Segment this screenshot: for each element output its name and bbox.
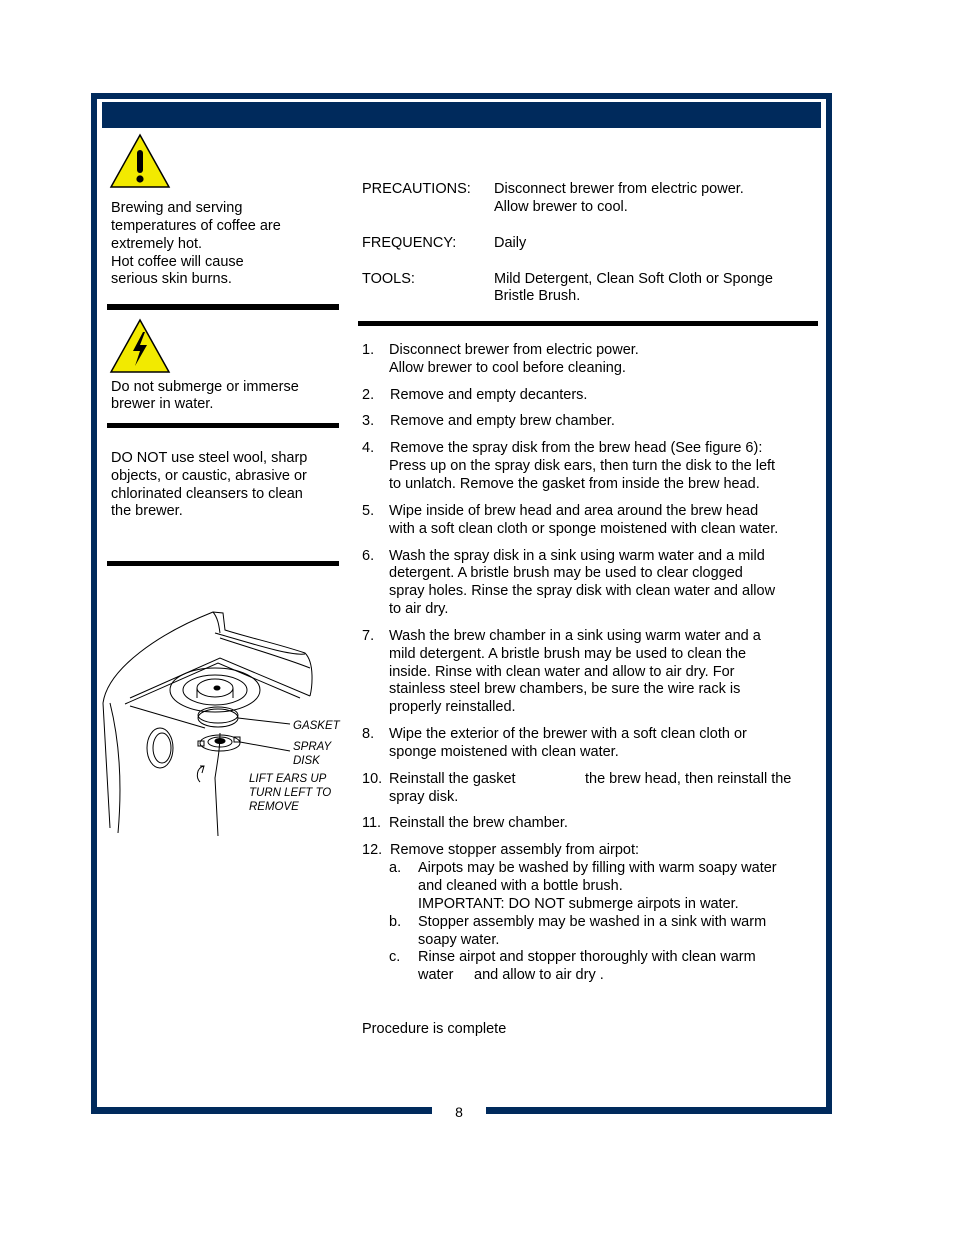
section-divider xyxy=(107,304,339,310)
header-bar xyxy=(102,102,821,128)
step-line: to unlatch. Remove the gasket from inside the brew head. xyxy=(389,476,760,492)
precautions-value: Disconnect brewer from electric power. xyxy=(494,181,744,197)
precautions-value: Allow brewer to cool. xyxy=(494,199,628,215)
figure-label-spray: DISK xyxy=(293,755,320,767)
step-line: Wash the brew chamber in a sink using warm water and a xyxy=(389,628,761,644)
warning-hot-line: Hot coffee will cause xyxy=(111,254,244,270)
figure-label-lift: LIFT EARS UP xyxy=(249,773,327,785)
step-number: 12. xyxy=(362,842,383,858)
step-number: 7. xyxy=(362,628,375,644)
step-number: 10. xyxy=(362,771,383,787)
step-line: the brew head, then reinstall the xyxy=(585,771,792,787)
substep-letter: c. xyxy=(389,949,401,965)
page-number: 8 xyxy=(455,1104,463,1120)
figure-label-lift: TURN LEFT TO xyxy=(249,787,332,799)
warning-electric-line: brewer in water. xyxy=(111,396,214,412)
figure-label-spray: SPRAY xyxy=(293,741,332,753)
step-line: Press up on the spray disk ears, then turn the disk to the left xyxy=(389,458,776,474)
electric-shock-icon xyxy=(109,318,171,374)
figure-label-gasket: GASKET xyxy=(293,720,340,732)
step-number: 5. xyxy=(362,503,375,519)
step-line: Wash the spray disk in a sink using warm water and a mild xyxy=(389,548,765,564)
step-number: 2. xyxy=(362,387,375,403)
step-line: spray disk. xyxy=(389,789,459,805)
step-line: Reinstall the gasket xyxy=(389,771,516,787)
step-line: sponge moistened with clean water. xyxy=(389,744,619,760)
step-line: Reinstall the brew chamber. xyxy=(389,815,568,831)
step-line: inside. Rinse with clean water and allow to air dry. For xyxy=(389,664,735,680)
substep-line: soapy water. xyxy=(418,932,500,948)
step-line: Remove stopper assembly from airpot: xyxy=(390,842,640,858)
step-line: to air dry. xyxy=(389,601,449,617)
tools-label: TOOLS: xyxy=(362,271,415,287)
step-line: mild detergent. A bristle brush may be used to clean the xyxy=(389,646,747,662)
step-line: spray holes. Rinse the spray disk with clean water and allow xyxy=(389,583,776,599)
step-number: 11. xyxy=(362,815,382,831)
step-line: stainless steel brew chambers, be sure the wire rack is xyxy=(389,681,741,697)
step-line: Remove the spray disk from the brew head (See figure 6): xyxy=(390,440,763,456)
warning-hot-line: Brewing and serving xyxy=(111,200,243,216)
step-line: with a soft clean cloth or sponge moistened with clean water. xyxy=(389,521,779,537)
step-number: 6. xyxy=(362,548,375,564)
step-line: Wipe the exterior of the brewer with a soft clean cloth or xyxy=(389,726,747,742)
step-line: detergent. A bristle brush may be used to clear clogged xyxy=(389,565,743,581)
section-divider xyxy=(358,321,818,326)
tools-value: Mild Detergent, Clean Soft Cloth or Sponge xyxy=(494,271,773,287)
step-line: Allow brewer to cool before cleaning. xyxy=(389,360,626,376)
step-line: properly reinstalled. xyxy=(389,699,516,715)
step-number: 1. xyxy=(362,342,375,358)
step-number: 8. xyxy=(362,726,375,742)
warning-electric-line: Do not submerge or immerse xyxy=(111,379,299,395)
step-number: 3. xyxy=(362,413,375,429)
figure-label-lift: REMOVE xyxy=(249,801,299,813)
step-line: Disconnect brewer from electric power. xyxy=(389,342,639,358)
substep-line: Stopper assembly may be washed in a sink with warm xyxy=(418,914,767,930)
substep-line: Airpots may be washed by filling with warm soapy water xyxy=(418,860,777,876)
precautions-label: PRECAUTIONS: xyxy=(362,181,471,197)
substep-line: water xyxy=(418,967,454,983)
step-number: 4. xyxy=(362,440,375,456)
tools-value: Bristle Brush. xyxy=(494,288,581,304)
substep-letter: a. xyxy=(389,860,402,876)
substep-line: Rinse airpot and stopper thoroughly with clean warm xyxy=(418,949,756,965)
caution-line: objects, or caustic, abrasive or xyxy=(111,468,307,484)
substep-line: IMPORTANT: DO NOT submerge airpots in water. xyxy=(418,896,739,912)
caution-line: DO NOT use steel wool, sharp xyxy=(111,450,308,466)
caution-line: the brewer. xyxy=(111,503,183,519)
frequency-label: FREQUENCY: xyxy=(362,235,457,251)
warning-hot-line: serious skin burns. xyxy=(111,271,232,287)
section-divider xyxy=(107,561,339,566)
warning-hot-line: extremely hot. xyxy=(111,236,203,252)
frequency-value: Daily xyxy=(494,235,527,251)
step-line: Remove and empty decanters. xyxy=(390,387,588,403)
substep-letter: b. xyxy=(389,914,402,930)
substep-line: and cleaned with a bottle brush. xyxy=(418,878,623,894)
caution-line: chlorinated cleansers to clean xyxy=(111,486,303,502)
step-line: Remove and empty brew chamber. xyxy=(390,413,615,429)
section-divider xyxy=(107,423,339,428)
step-line: Wipe inside of brew head and area around the brew head xyxy=(389,503,759,519)
procedure-complete: Procedure is complete xyxy=(362,1021,507,1037)
warning-exclamation-icon xyxy=(109,133,171,189)
substep-line: and allow to air dry . xyxy=(474,967,604,983)
warning-hot-line: temperatures of coffee are xyxy=(111,218,281,234)
